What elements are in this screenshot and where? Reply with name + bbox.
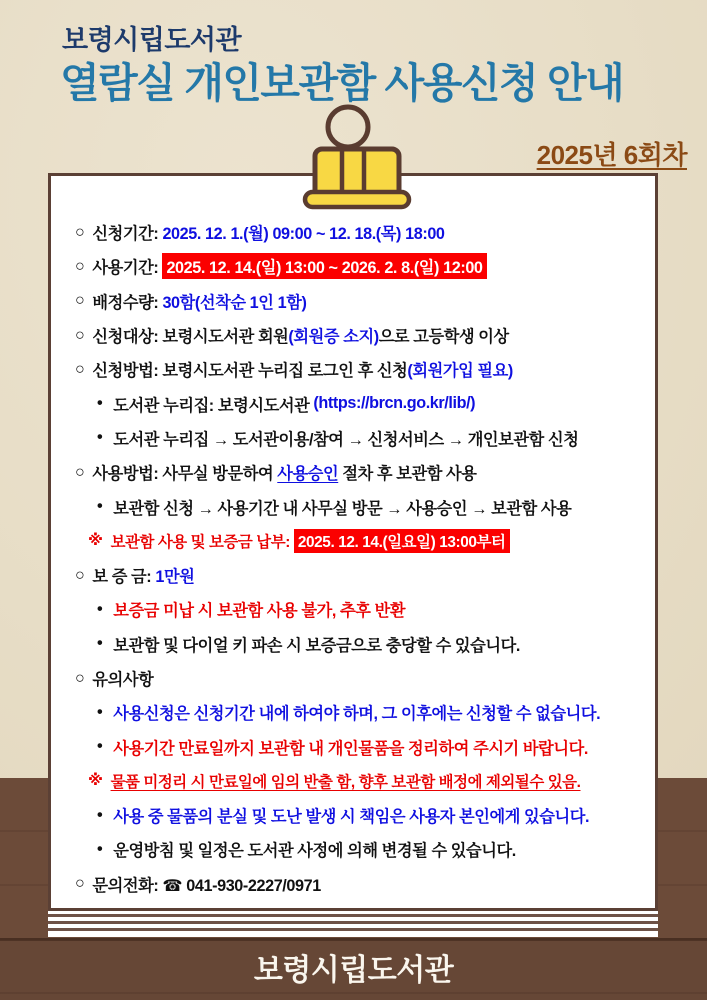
line-segment: 물품 미정리 시 만료일에 임의 반출 함, 향후 보관함 배정에 제외될수 있음. [110,773,581,791]
card-line [75,386,647,420]
line-segment: 사용방법: 사무실 방문하여 [92,465,278,484]
line-segment: 보증금 미납 시 보관함 사용 불가, 추후 반환 [113,602,406,621]
item-marker: ○ [75,256,85,275]
line-segment: (https://brcn.go.kr/lib/) [313,394,476,413]
header-library-name: 보령시립도서관 [62,25,242,55]
line-segment: 사용승인 [277,465,339,484]
item-marker: ○ [75,565,85,584]
item-marker: ○ [75,462,85,481]
card-line [75,627,647,661]
item-marker: ○ [75,359,85,378]
line-segment: 2025. 12. 14.(일요일) 13:00부터 [294,529,510,553]
line-segment: 으로 고등학생 이상 [378,328,509,347]
line-segment: 2025. 12. 14.(일) 13:00 ~ 2026. 2. 8.(일) 12:00 [162,253,486,279]
note-marker: ※ [88,772,103,790]
card-line [75,695,647,729]
footer-library-name: 보령시립도서관 [253,954,454,987]
card-line [75,455,647,489]
line-segment: 신청방법: 보령시도서관 누리집 로그인 후 신청 [92,362,408,381]
binder-clip-icon [293,100,413,212]
item-marker: ○ [75,874,85,893]
bullet-marker: • [97,394,103,413]
line-segment: 운영방침 및 일정은 도서관 사정에 의해 변경될 수 있습니다. [113,842,516,861]
line-segment: 사용기간 만료일까지 보관함 내 개인물품을 정리하여 주시기 바랍니다. [113,739,588,758]
line-segment: (회원가입 필요) [407,362,513,381]
card-line [75,524,647,558]
bullet-marker: • [97,428,103,447]
line-segment: 유의사항 [92,671,154,689]
card-line [75,352,647,386]
card-line [75,489,647,523]
line-segment: 배정수량: [92,293,163,312]
bullet-marker: • [97,497,103,516]
card-line [75,318,647,352]
card-lines [51,176,655,908]
card-line [75,867,647,901]
line-segment: 사용 중 물품의 분실 및 도난 발생 시 책임은 사용자 본인에게 있습니다. [113,808,590,827]
item-marker: ○ [75,291,85,310]
card-line [75,661,647,695]
poster-title: 열람실 개인보관함 사용신청 안내 [60,60,624,106]
card-line [75,832,647,866]
line-segment: 도서관 누리집: 보령시도서관 [113,396,314,415]
notice-card [48,173,658,911]
card-line [75,729,647,763]
bullet-marker: • [97,634,103,653]
bullet-marker: • [97,702,103,721]
line-segment: 보관함 신청 → 사용기간 내 사무실 방문 → 사용승인 → 보관함 사용 [113,499,572,518]
bullet-marker: • [97,737,103,756]
item-marker: ○ [75,325,85,344]
item-marker: ○ [75,222,85,241]
line-segment: 보관함 및 다이얼 키 파손 시 보증금으로 충당할 수 있습니다. [113,636,520,655]
line-segment: 신청대상: 보령시도서관 회원 [92,328,289,347]
line-segment: 사용기간: [92,259,163,278]
item-marker: ○ [75,668,85,687]
line-segment: 도서관 누리집 → 도서관이용/참여 → 신청서비스 → 개인보관함 신청 [113,430,579,449]
card-line [75,558,647,592]
card-line [75,421,647,455]
line-segment: 보관함 사용 및 보증금 납부: [110,533,294,551]
line-segment: 절차 후 보관함 사용 [338,465,477,484]
bullet-marker: • [97,599,103,618]
paper-stack-stripes [48,911,658,937]
line-segment: 30함(선착순 1인 1함) [162,293,307,312]
line-segment: (회원증 소지) [288,328,379,347]
card-line [75,284,647,318]
line-segment: 2025. 12. 1.(월) 09:00 ~ 12. 18.(목) 18:00 [162,225,445,244]
bullet-marker: • [97,839,103,858]
line-segment: 보 증 금: [92,568,156,587]
line-segment: 1만원 [155,568,195,587]
note-marker: ※ [88,532,103,550]
card-line [75,249,647,283]
line-segment: 문의전화: ☎ 041-930-2227/0971 [92,876,321,895]
card-line [75,798,647,832]
round-badge: 2025년 6회차 [536,140,687,170]
card-line [75,764,647,798]
card-line [75,215,647,249]
bullet-marker: • [97,805,103,824]
card-line [75,592,647,626]
line-segment: 신청기간: [92,225,163,244]
line-segment: 사용신청은 신청기간 내에 하여야 하며, 그 이후에는 신청할 수 없습니다. [113,705,601,724]
